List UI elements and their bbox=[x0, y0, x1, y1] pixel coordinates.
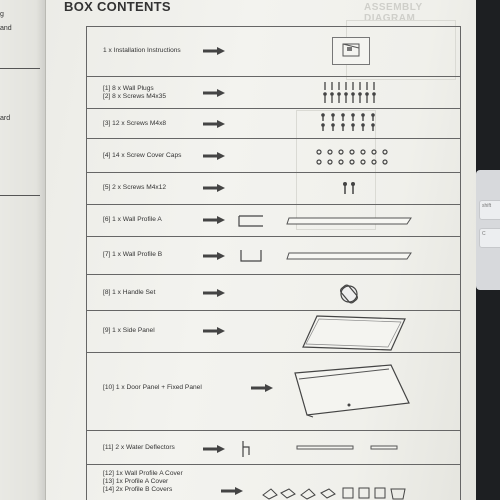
wall-profile-b-icon bbox=[285, 250, 415, 262]
arrow-icon bbox=[221, 487, 243, 495]
item-label: [7] 1 x Wall Profile B bbox=[103, 251, 163, 258]
item-label: [3] 12 x Screws M4x8 bbox=[103, 120, 167, 127]
item-label: [6] 1 x Wall Profile A bbox=[103, 216, 162, 223]
water-deflectors-icon bbox=[295, 443, 405, 453]
item-label: [10] 1 x Door Panel + Fixed Panel bbox=[103, 384, 202, 391]
side-panel-icon bbox=[299, 313, 409, 353]
keyboard-key: C bbox=[479, 228, 500, 248]
left-page-text: ard bbox=[0, 115, 11, 122]
left-page-rule bbox=[0, 195, 40, 196]
keyboard-edge bbox=[476, 170, 500, 290]
door-and-fixed-panel-icon bbox=[291, 359, 415, 421]
profile-b-section-icon bbox=[237, 247, 267, 265]
screws-m4x12-icon bbox=[339, 181, 363, 199]
water-deflector-section-icon bbox=[237, 439, 255, 459]
item-label: [5] 2 x Screws M4x12 bbox=[103, 184, 167, 191]
item-label: [9] 1 x Side Panel bbox=[103, 327, 155, 334]
item-row bbox=[86, 138, 461, 172]
item-row bbox=[86, 274, 461, 310]
screw-cover-caps-icon bbox=[313, 147, 393, 167]
arrow-icon bbox=[203, 120, 225, 128]
item-label: [12] 1x Wall Profile A Cover [13] 1x Profile A Cover [14] 2x Profile B Covers bbox=[103, 470, 183, 493]
arrow-icon bbox=[203, 289, 225, 297]
keyboard-key: shift bbox=[479, 200, 500, 220]
show-through-heading: ASSEMBLY DIAGRAM bbox=[364, 2, 423, 24]
previous-page bbox=[0, 0, 46, 500]
profile-covers-icon bbox=[259, 481, 419, 500]
left-page-text: and bbox=[0, 25, 12, 32]
item-label: 1 x Installation Instructions bbox=[103, 47, 181, 54]
item-row bbox=[86, 172, 461, 204]
arrow-icon bbox=[203, 216, 225, 224]
item-row bbox=[86, 310, 461, 352]
left-page-text: g bbox=[0, 11, 4, 18]
item-label: [11] 2 x Water Deflectors bbox=[103, 444, 175, 451]
arrow-icon bbox=[251, 384, 273, 392]
item-row bbox=[86, 26, 461, 76]
box-contents-sheet bbox=[46, 0, 476, 500]
item-row bbox=[86, 464, 461, 500]
item-row bbox=[86, 204, 461, 236]
instructions-booklet-icon bbox=[332, 37, 370, 65]
screws-m4x8-icon bbox=[315, 112, 387, 136]
arrow-icon bbox=[203, 47, 225, 55]
item-row bbox=[86, 236, 461, 274]
arrow-icon bbox=[203, 327, 225, 335]
arrow-icon bbox=[203, 184, 225, 192]
wall-profile-a-icon bbox=[285, 215, 415, 227]
arrow-icon bbox=[203, 89, 225, 97]
wall-plugs-and-screws-icon bbox=[319, 80, 389, 106]
item-row bbox=[86, 108, 461, 138]
left-page-rule bbox=[0, 68, 40, 69]
page-title: BOX CONTENTS bbox=[64, 0, 171, 14]
arrow-icon bbox=[203, 252, 225, 260]
item-label: [1] 8 x Wall Plugs [2] 8 x Screws M4x35 bbox=[103, 85, 167, 100]
item-row bbox=[86, 352, 461, 430]
item-label: [4] 14 x Screw Cover Caps bbox=[103, 152, 182, 159]
item-label: [8] 1 x Handle Set bbox=[103, 289, 156, 296]
profile-a-section-icon bbox=[237, 214, 267, 228]
arrow-icon bbox=[203, 445, 225, 453]
arrow-icon bbox=[203, 152, 225, 160]
item-row bbox=[86, 430, 461, 464]
handle-set-icon bbox=[337, 281, 361, 307]
item-row bbox=[86, 76, 461, 108]
